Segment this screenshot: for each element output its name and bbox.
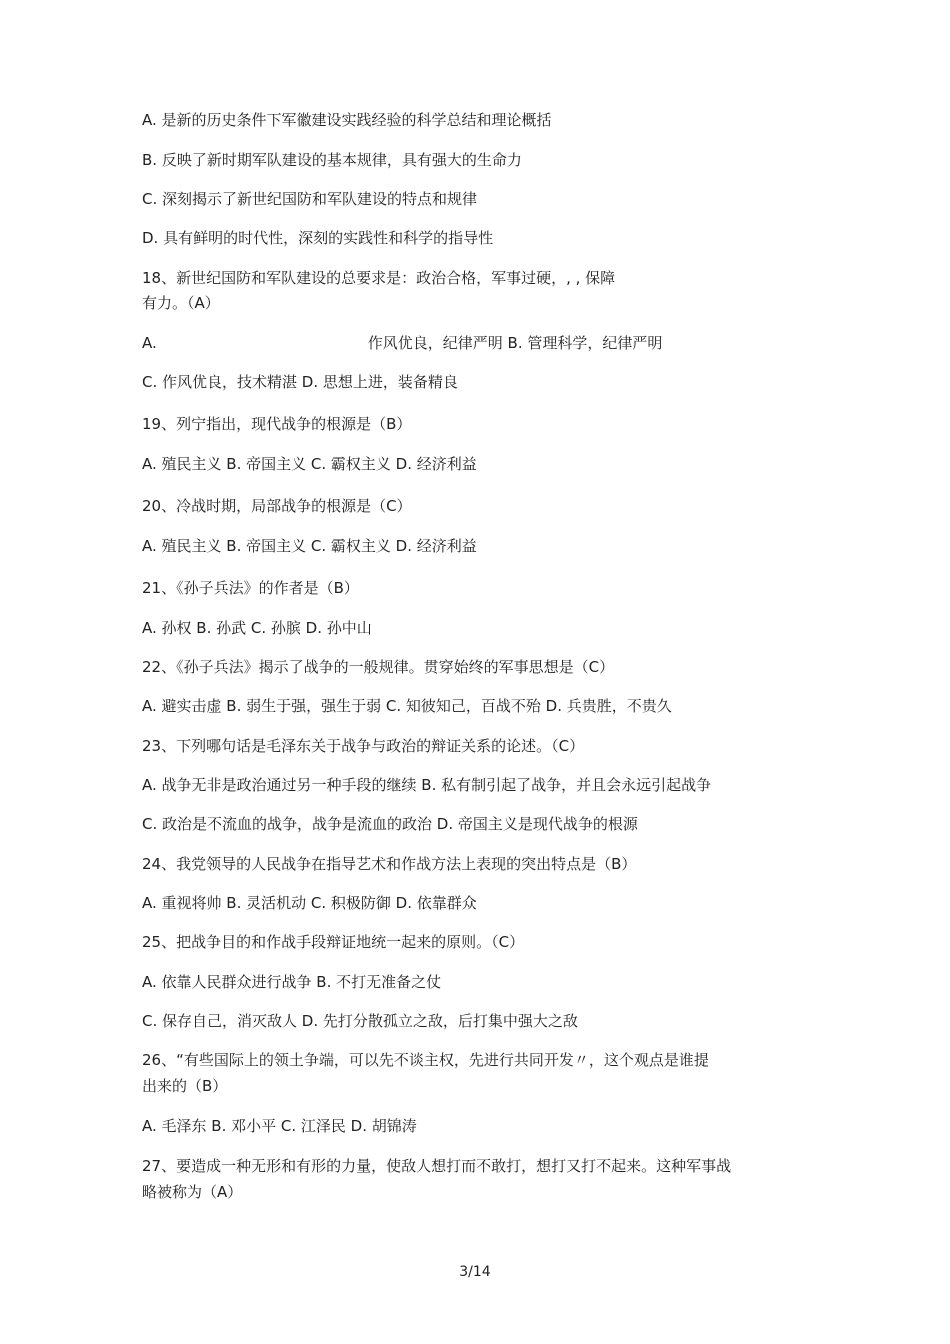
text-line: A. 是新的历史条件下军徽建设实践经验的科学总结和理论概括 bbox=[142, 111, 552, 129]
option-line: A. 避实击虚 B. 弱生于强，强生于弱 C. 知彼知己，百战不殆 D. 兵贵胜，不贵久 bbox=[142, 697, 672, 715]
question-24: 24、我党领导的人民战争在指导艺术和作战方法上表现的突出特点是（B） bbox=[142, 855, 637, 873]
option-line: A. 重视将帅 B. 灵活机动 C. 积极防御 D. 依靠群众 bbox=[142, 894, 477, 912]
question-18: 18、新世纪国防和军队建设的总要求是：政治合格，军事过硬，, , 保障 bbox=[142, 269, 616, 287]
text-line: D. 具有鲜明的时代性，深刻的实践性和科学的指导性 bbox=[142, 229, 494, 247]
question-26: 26、“有些国际上的领土争端，可以先不谈主权，先进行共同开发〃，这个观点是谁提 bbox=[142, 1051, 709, 1069]
question-27: 27、要造成一种无形和有形的力量，使敌人想打而不敢打，想打又打不起来。这种军事战 bbox=[142, 1157, 732, 1175]
option-line: C. 保存自己，消灭敌人 D. 先打分散孤立之敌，后打集中强大之敌 bbox=[142, 1012, 578, 1030]
option-text: 作风优良，纪律严明 B. 管理科学，纪律严明 bbox=[367, 334, 663, 352]
option-line: A. 战争无非是政治通过另一种手段的继续 B. 私有制引起了战争，并且会永远引起战争 bbox=[142, 776, 712, 794]
page-indicator: 3/14 bbox=[459, 1264, 491, 1280]
question-19: 19、列宁指出，现代战争的根源是（B） bbox=[142, 415, 412, 433]
question-27-continued: 略被称为（A） bbox=[142, 1183, 243, 1201]
text-line: B. 反映了新时期军队建设的基本规律，具有强大的生命力 bbox=[142, 151, 522, 169]
option-line: A. 殖民主义 B. 帝国主义 C. 霸权主义 D. 经济利益 bbox=[142, 537, 477, 555]
question-21: 21、《孙子兵法》的作者是（B） bbox=[142, 579, 359, 597]
option-line: C. 作风优良，技术精湛 D. 思想上进，装备精良 bbox=[142, 373, 458, 391]
option-line: C. 政治是不流血的战争，战争是流血的政治 D. 帝国主义是现代战争的根源 bbox=[142, 815, 638, 833]
option-line: A. 孙权 B. 孙武 C. 孙膑 D. 孙中山 bbox=[142, 619, 372, 637]
option-line: A. 依靠人民群众进行战争 B. 不打无准备之仗 bbox=[142, 973, 442, 991]
question-18-continued: 有力。（A） bbox=[142, 294, 220, 312]
question-20: 20、冷战时期，局部战争的根源是（C） bbox=[142, 497, 412, 515]
question-25: 25、把战争目的和作战手段辩证地统一起来的原则。（C） bbox=[142, 933, 525, 951]
question-26-continued: 出来的（B） bbox=[142, 1077, 228, 1095]
question-22: 22、《孙子兵法》揭示了战争的一般规律。贯穿始终的军事思想是（C） bbox=[142, 658, 615, 676]
option-line bbox=[142, 332, 822, 354]
question-23: 23、下列哪句话是毛泽东关于战争与政治的辩证关系的论述。（C） bbox=[142, 737, 585, 755]
option-label: A. bbox=[142, 334, 157, 352]
text-line: C. 深刻揭示了新世纪国防和军队建设的特点和规律 bbox=[142, 190, 478, 208]
option-line: A. 毛泽东 B. 邓小平 C. 江泽民 D. 胡锦涛 bbox=[142, 1117, 417, 1135]
option-line: A. 殖民主义 B. 帝国主义 C. 霸权主义 D. 经济利益 bbox=[142, 455, 477, 473]
